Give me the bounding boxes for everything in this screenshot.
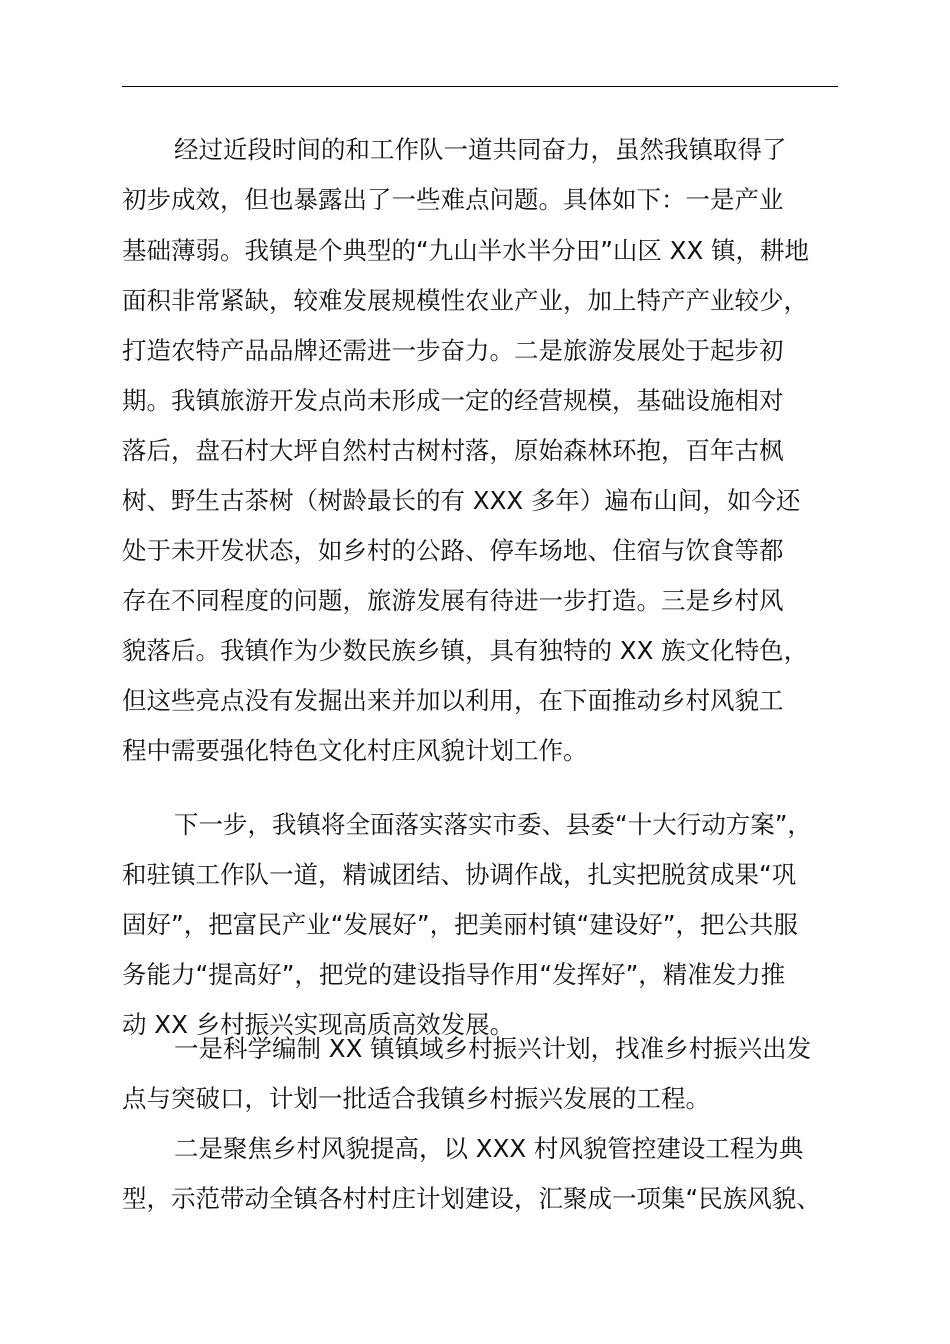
text-line: 型，示范带动全镇各村村庄计划建设，汇聚成一项集“民族风貌、: [122, 1184, 821, 1213]
text-line: 二是聚焦乡村风貌提高，以 XXX 村风貌管控建设工程为典: [174, 1134, 804, 1163]
text-line: 貌落后。我镇作为少数民族乡镇，具有独特的 XX 族文化特色，: [122, 636, 809, 665]
text-line: 但这些亮点没有发掘出来并加以利用，在下面推动乡村风貌工: [122, 686, 784, 715]
text-line: 落后，盘石村大坪自然村古树村落，原始森林环抱，百年古枫: [122, 436, 784, 465]
text-line: 固好”，把富民产业“发展好”，把美丽村镇“建设好”，把公共服: [122, 910, 798, 939]
text-line: 初步成效，但也暴露出了一些难点问题。具体如下：一是产业: [122, 185, 784, 214]
text-line: 下一步，我镇将全面落实落实市委、县委“十大行动方案”，: [174, 810, 812, 839]
text-line: 面积非常紧缺，较难发展规模性农业产业，加上特产产业较少，: [122, 286, 808, 315]
text-line: 务能力“提高好”，把党的建设指导作用“发挥好”，精准发力推: [122, 960, 786, 989]
text-line: 点与突破口，计划一批适合我镇乡村振兴发展的工程。: [122, 1084, 710, 1113]
text-line: 存在不同程度的问题，旅游发展有待进一步打造。三是乡村风: [122, 586, 784, 615]
text-line: 一是科学编制 XX 镇镇域乡村振兴计划，找准乡村振兴出发: [174, 1034, 812, 1063]
header-rule: [122, 86, 838, 87]
text-line: 期。我镇旅游开发点尚未形成一定的经营规模，基础设施相对: [122, 386, 784, 415]
text-line: 和驻镇工作队一道，精诚团结、协调作战，扎实把脱贫成果“巩: [122, 860, 797, 889]
text-line: 处于未开发状态，如乡村的公路、停车场地、住宿与饮食等都: [122, 536, 784, 565]
text-line: 动 XX 乡村振兴实现高质高效发展。: [122, 1010, 515, 1039]
text-line: 打造农特产品品牌还需进一步奋力。二是旅游发展处于起步初: [122, 336, 784, 365]
text-line: 基础薄弱。我镇是个典型的“九山半水半分田”山区 XX 镇，耕地: [122, 236, 810, 265]
text-line: 树、野生古茶树（树龄最长的有 XXX 多年）遍布山间，如今还: [122, 486, 801, 515]
text-line: 程中需要强化特色文化村庄风貌计划工作。: [122, 736, 588, 765]
text-line: 经过近段时间的和工作队一道共同奋力，虽然我镇取得了: [174, 135, 787, 164]
